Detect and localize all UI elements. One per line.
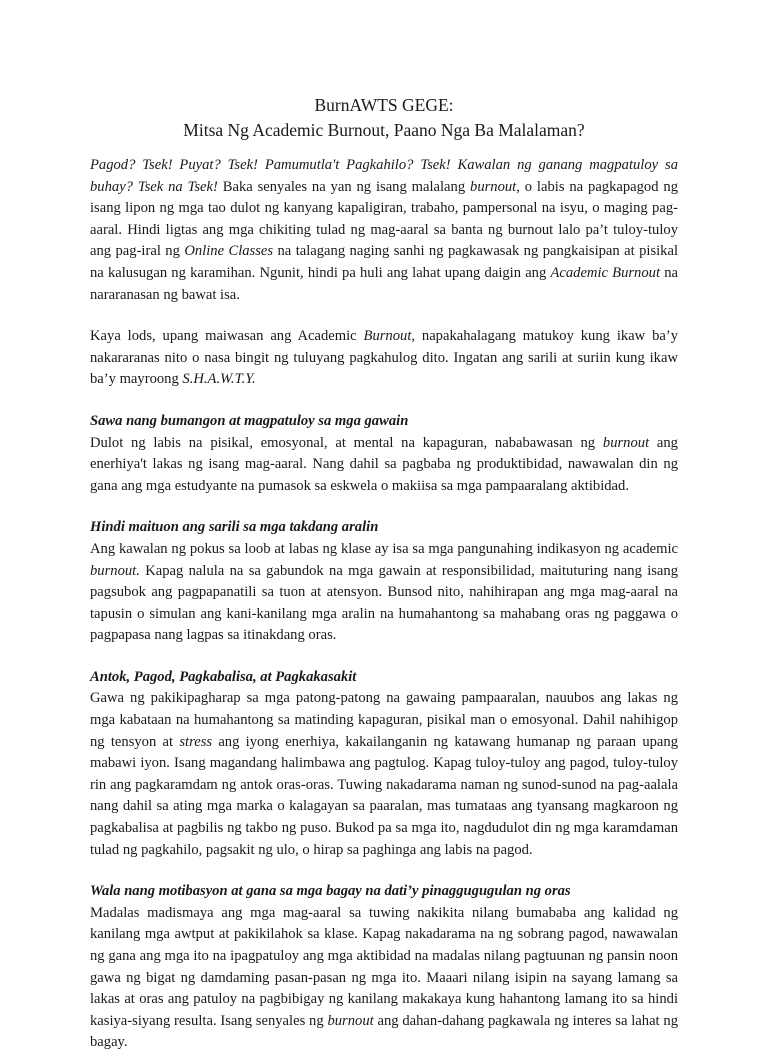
second-paragraph: Kaya lods, upang maiwasan ang Academic Burnout, napakahalagang matukoy kung ikaw ba’y nakararanas nito o nasa bingit ng tuluyang pagkahulog dito. Ingatan ang sarili at suriin kung ikaw ba’y mayroong S.H.A.W.T.Y. [90, 328, 679, 388]
section-heading-wala: Wala nang motibasyon at gana sa mga bagay na dati’y pinaggugugulan ng oras [90, 883, 571, 900]
intro-lead: Pagod? Tsek! Puyat? Tsek! Pamumutla't Pagkahilo? Tsek! Kawalan ng ganang magpatuloy sa buhay? Tsek na Tsek! [90, 157, 678, 195]
document-title-line-2: Mitsa Ng Academic Burnout, Paano Nga Ba Malalaman? [183, 120, 585, 140]
section-body-hindi: Ang kawalan ng pokus sa loob at labas ng klase ay isa sa mga pangunahing indikasyon ng academic burnout. Kapag nalula na sa gabundok na mga gawain at responsibilidad, maituturing nang isang pagsubok ang pagpapanatili sa tuon at atensyon. Bunsod nito, nahihirapan ang mga mag-aaral na tapusin o simulan ang kani-kanilang mga aralin na humahantong sa mahabang oras ng paggawa o pagpapasa nang lagpas sa itinakdang oras. [90, 540, 678, 644]
section-body-antok: Gawa ng pakikipagharap sa mga patong-patong na gawaing pampaaralan, nauubos ang lakas ng mga kabataan na humahantong sa matinding kapaguran, pisikal man o emosyonal. Dahil nahihigop ng tensyon at stress ang iyong enerhiya, kakailanganin ng katawang humanap ng paraan upang mabawi iyon. Isang magandang halimbawa ang pagtulog. Kapag tuloy-tuloy ang pagod, tuloy-tuloy rin ang pagkaramdam ng antok oras-oras. Tuwing nakadarama naman ng sunod-sunod na pag-aalala nang dahil sa ating mga marka o kalagayan sa paaralan, mas tumataas ang tyansang magkaroon ng pagkabalisa at pagbilis ng takbo ng puso. Bukod pa sa mga ito, nagdudulot din ng mga karamdaman tulad ng pagkahilo, pagsakit ng ulo, o hirap sa paghinga ang labis na pagod. [90, 690, 678, 858]
section-heading-hindi: Hindi maituon ang sarili sa mga takdang aralin [90, 519, 379, 536]
section-heading-sawa: Sawa nang bumangon at magpatuloy sa mga gawain [90, 412, 409, 429]
section-heading-antok: Antok, Pagod, Pagkabalisa, at Pagkakasakit [90, 668, 357, 685]
section-body-wala: Madalas madismaya ang mga mag-aaral sa tuwing nakikita nilang bumababa ang kalidad ng kanilang mga awtput at pakikilahok sa klase. Kapag nakadarama na ng sobrang pagod, nawawalan ng gana ang mga ito na ipagpatuloy ang mga aktibidad na madalas nilang pagtuunan ng pansin noon gawa ng bigat ng damdaming pasan-pasan ng mga ito. Maaari nilang isipin na sayang lamang sa lakas at oras ang patuloy na pagbibigay ng kanilang makakaya kung hahantong lamang ito sa hindi kasiya-siyang resulta. Isang senyales ng burnout ang dahan-dahang pagkawala ng interes sa lahat ng bagay. [90, 904, 678, 1051]
intro-paragraph: Pagod? Tsek! Puyat? Tsek! Pamumutla't Pagkahilo? Tsek! Kawalan ng ganang magpatuloy sa buhay? Tsek na Tsek! Baka senyales na yan ng isang malalang burnout, o labis na pagkapagod ng isang lipon ng mga tao dulot ng kanyang kapaligiran, trabaho, pampersonal na isyu, o maging pag-aaral. Hindi ligtas ang mga chikiting tulad ng mag-aaral sa banta ng burnout lalo pa’t tuloy-tuloy ang pag-iral ng Online Classes na talagang naging sanhi ng pagkawasak ng pangkaisipan at pisikal na kalusugan ng karamihan. Ngunit, hindi pa huli ang lahat upang daigin ang Academic Burnout na nararanasan ng bawat isa. [90, 157, 679, 303]
section-body-sawa: Dulot ng labis na pisikal, emosyonal, at mental na kapaguran, nababawasan ng burnout ang enerhiya't lakas ng isang mag-aaral. Nang dahil sa pagbaba ng produktibidad, nawawalan din ng gana ang mga estudyante na pumasok sa eskwela o makiisa sa mga pampaaralang aktibidad. [90, 434, 678, 494]
document-title-line-1: BurnAWTS GEGE: [314, 95, 454, 115]
